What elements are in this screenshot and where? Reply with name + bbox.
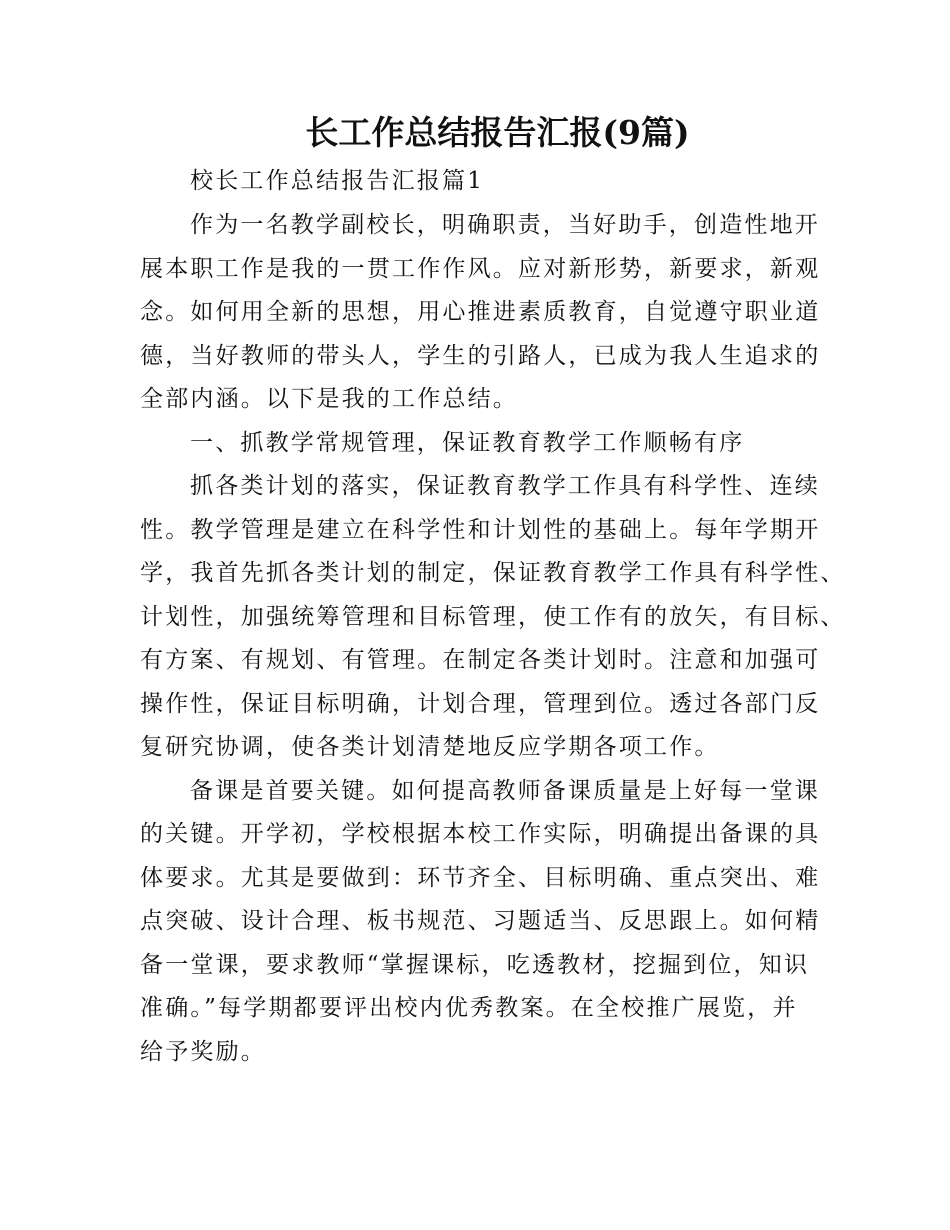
paragraph-line: 抓各类计划的落实，保证教育教学工作具有科学性、连续 <box>190 473 820 499</box>
document-title: 长工作总结报告汇报(9篇) <box>305 113 690 152</box>
paragraph-line: 复研究协调，使各类计划清楚地反应学期各项工作。 <box>140 734 720 760</box>
paragraph-line: 备课是首要关键。如何提高教师备课质量是上好每一堂课 <box>190 778 820 804</box>
paragraph-line: 体要求。尤其是要做到：环节齐全、目标明确、重点突出、难 <box>140 865 821 891</box>
paragraph-line: 准确。”每学期都要评出校内优秀教案。在全校推广展览，并 <box>140 995 798 1021</box>
paragraph-line: 计划性，加强统筹管理和目标管理，使工作有的放矢，有目标、 <box>140 604 846 630</box>
paragraph-line: 展本职工作是我的一贯工作作风。应对新形势，新要求，新观 <box>140 256 821 282</box>
paragraph-line: 给予奖励。 <box>140 1039 266 1065</box>
paragraph-line: 德，当好教师的带头人，学生的引路人，已成为我人生追求的 <box>140 343 821 369</box>
paragraph-line: 点突破、设计合理、板书规范、习题适当、反思跟上。如何精 <box>140 908 821 934</box>
paragraph-line: 性。教学管理是建立在科学性和计划性的基础上。每年学期开 <box>140 517 821 543</box>
paragraph-line: 的关键。开学初，学校根据本校工作实际，明确提出备课的具 <box>140 821 821 847</box>
paragraph-line: 念。如何用全新的思想，用心推进素质教育，自觉遵守职业道 <box>140 299 821 325</box>
paragraph-line: 操作性，保证目标明确，计划合理，管理到位。透过各部门反 <box>140 691 821 717</box>
paragraph-line: 作为一名教学副校长，明确职责，当好助手，创造性地开 <box>190 212 820 238</box>
paragraph-line: 备一堂课，要求教师“掌握课标，吃透教材，挖掘到位，知识 <box>140 952 810 978</box>
subsection-heading: 一、抓教学常规管理，保证教育教学工作顺畅有序 <box>190 430 745 456</box>
paragraph-line: 有方案、有规划、有管理。在制定各类计划时。注意和加强可 <box>140 647 821 673</box>
paragraph-line: 学，我首先抓各类计划的制定，保证教育教学工作具有科学性、 <box>140 560 846 586</box>
section-heading: 校长工作总结报告汇报篇1 <box>190 168 485 194</box>
paragraph-line: 全部内涵。以下是我的工作总结。 <box>140 386 518 412</box>
